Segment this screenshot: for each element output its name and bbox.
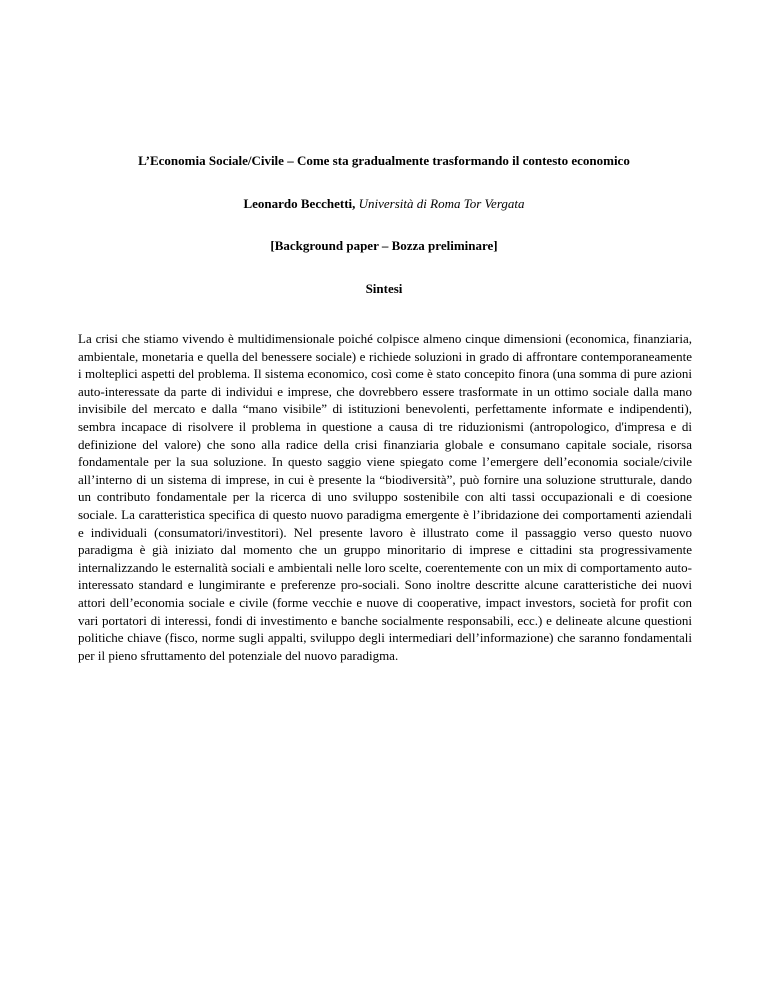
section-heading: Sintesi — [365, 281, 403, 296]
paper-note: [Background paper – Bozza preliminare] — [270, 238, 498, 253]
author-affiliation: Università di Roma Tor Vergata — [358, 196, 525, 211]
author-line — [0, 196, 768, 212]
abstract-paragraph: La crisi che stiamo vivendo è multidimensionale poiché colpisce almeno cinque dimensioni (economica, finanziaria, ambientale, monetaria e quella del benessere sociale) e richiede soluzioni in grado di affrontare contemporaneamente i molteplici aspetti del problema. Il sistema economico, così come è stato concepito finora (una somma di pure azioni auto-interessate da parte di individui e imprese, che dovrebbero essere trasformate in un ottimo sociale dalla mano invisibile del mercato e dalla “mano visibile” di istituzioni benevolenti, perfettamente informate e indipendenti), sembra incapace di risolvere il problema in questione a causa di tre riduzionismi (antropologico, d'impresa e di definizione del valore) che sono alla radice della crisi finanziaria globale e consumano capitale sociale, risorsa fondamentale per la sua soluzione. In questo saggio viene spiegato come l’emergere dell’economia sociale/civile all’interno di un sistema di imprese, in cui è presente la “biodiversità”, può fornire una soluzione strutturale, dando un contributo fondamentale per la ricerca di uno sviluppo sostenibile con alti tassi occupazionali e di coesione sociale. La caratteristica specifica di questo nuovo paradigma emergente è l’ibridazione dei comportamenti aziendali e individuali (consumatori/investitori). Nel presente lavoro è illustrato come il passaggio verso questo nuovo paradigma è già iniziato dal momento che un gruppo minoritario di imprese e cittadini sta progressivamente internalizzando le esternalità sociali e ambientali nelle loro scelte, coerentemente con un mix di comportamento auto-interessato standard e lungimirante e preferenze pro-sociali. Sono inoltre descritte alcune caratteristiche dei nuovi attori dell’economia sociale e civile (forme vecchie e nuove di cooperative, impact investors, società for profit con vari portatori di interessi, fondi di investimento e banche socialmente responsabili, ecc.) e delineate alcune questioni politiche chiave (fisco, norme sugli appalti, sviluppo degli intermediari dell’informazione) che saranno fondamentali per il pieno sfruttamento del potenziale del nuovo paradigma. — [78, 331, 692, 663]
author-name: Leonardo Becchetti, — [243, 196, 356, 211]
document-title: L’Economia Sociale/Civile – Come sta gradualmente trasformando il contesto economico — [138, 153, 630, 168]
